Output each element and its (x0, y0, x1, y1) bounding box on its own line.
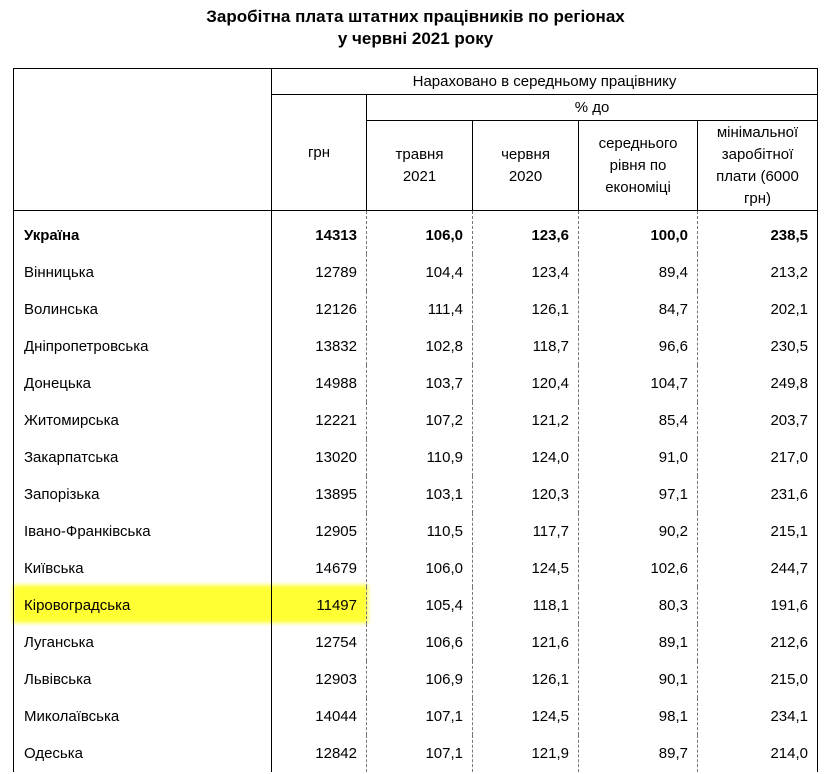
cell-may: 102,8 (367, 328, 473, 365)
cell-may: 110,9 (367, 439, 473, 476)
cell-uah: 12126 (272, 291, 367, 328)
cell-avg: 100,0 (579, 211, 698, 255)
cell-uah: 14679 (272, 550, 367, 587)
cell-min: 213,2 (698, 254, 818, 291)
cell-june: 117,7 (473, 513, 579, 550)
cell-may: 104,4 (367, 254, 473, 291)
cell-avg: 91,0 (579, 439, 698, 476)
header-min-label: мінімальної заробітної плати (6000 грн) (716, 123, 799, 207)
cell-may: 103,1 (367, 476, 473, 513)
cell-may: 107,2 (367, 402, 473, 439)
cell-min: 214,0 (698, 735, 818, 772)
cell-may: 110,5 (367, 513, 473, 550)
cell-region: Одеська (14, 735, 272, 772)
salary-table (13, 68, 818, 772)
cell-region: Запорізька (14, 476, 272, 513)
cell-region: Донецька (14, 365, 272, 402)
header-accrued: Нараховано в середньому працівнику (272, 69, 818, 95)
cell-june: 123,6 (473, 211, 579, 255)
header-avg (579, 121, 698, 211)
page-subtitle: у червні 2021 року (337, 29, 494, 48)
cell-may: 106,6 (367, 624, 473, 661)
header-june (473, 121, 579, 211)
cell-min: 217,0 (698, 439, 818, 476)
table-row (14, 365, 818, 402)
table-row (14, 550, 818, 587)
table-row (14, 439, 818, 476)
cell-may: 106,0 (367, 550, 473, 587)
cell-may: 107,1 (367, 698, 473, 735)
cell-uah: 13020 (272, 439, 367, 476)
cell-june: 118,1 (473, 587, 579, 624)
cell-june: 121,2 (473, 402, 579, 439)
cell-may: 111,4 (367, 291, 473, 328)
cell-june: 120,4 (473, 365, 579, 402)
cell-uah: 12754 (272, 624, 367, 661)
cell-region: Україна (14, 211, 272, 255)
cell-june: 126,1 (473, 661, 579, 698)
table-row (14, 698, 818, 735)
cell-min: 191,6 (698, 587, 818, 624)
header-may (367, 121, 473, 211)
cell-min: 230,5 (698, 328, 818, 365)
cell-uah: 14313 (272, 211, 367, 255)
cell-min: 238,5 (698, 211, 818, 255)
cell-avg: 96,6 (579, 328, 698, 365)
table-row (14, 587, 818, 624)
cell-uah: 12842 (272, 735, 367, 772)
table-row (14, 661, 818, 698)
header-june-label: червня 2020 (501, 145, 550, 185)
table-row (14, 402, 818, 439)
cell-uah: 12789 (272, 254, 367, 291)
cell-uah: 13832 (272, 328, 367, 365)
cell-uah: 12905 (272, 513, 367, 550)
cell-min: 212,6 (698, 624, 818, 661)
cell-region: Миколаївська (14, 698, 272, 735)
cell-avg: 85,4 (579, 402, 698, 439)
cell-june: 120,3 (473, 476, 579, 513)
header-pct: % до (367, 95, 818, 121)
cell-uah: 12903 (272, 661, 367, 698)
cell-avg: 84,7 (579, 291, 698, 328)
cell-region: Вінницька (14, 254, 272, 291)
cell-uah: 12221 (272, 402, 367, 439)
header-avg-label: середнього рівня по економіці (598, 134, 678, 196)
cell-avg: 89,4 (579, 254, 698, 291)
cell-min: 202,1 (698, 291, 818, 328)
cell-min: 234,1 (698, 698, 818, 735)
cell-june: 123,4 (473, 254, 579, 291)
cell-region: Кіровоградська (14, 587, 272, 624)
cell-may: 106,0 (367, 211, 473, 255)
header-region-cell (14, 69, 272, 211)
cell-avg: 104,7 (579, 365, 698, 402)
header-uah: грн (272, 95, 367, 211)
table-row (14, 291, 818, 328)
table-row (14, 211, 818, 255)
cell-uah: 14044 (272, 698, 367, 735)
table-row (14, 513, 818, 550)
cell-uah: 11497 (272, 587, 367, 624)
cell-avg: 97,1 (579, 476, 698, 513)
table-row (14, 328, 818, 365)
cell-june: 121,9 (473, 735, 579, 772)
page-title: Заробітна плата штатних працівників по регіонах (206, 7, 625, 26)
cell-region: Дніпропетровська (14, 328, 272, 365)
cell-may: 106,9 (367, 661, 473, 698)
cell-avg: 90,1 (579, 661, 698, 698)
cell-avg: 89,7 (579, 735, 698, 772)
table-row (14, 735, 818, 772)
cell-uah: 13895 (272, 476, 367, 513)
cell-june: 126,1 (473, 291, 579, 328)
cell-min: 231,6 (698, 476, 818, 513)
cell-avg: 102,6 (579, 550, 698, 587)
cell-region: Луганська (14, 624, 272, 661)
cell-min: 215,0 (698, 661, 818, 698)
cell-june: 118,7 (473, 328, 579, 365)
cell-june: 124,5 (473, 550, 579, 587)
cell-avg: 80,3 (579, 587, 698, 624)
cell-region: Житомирська (14, 402, 272, 439)
cell-region: Волинська (14, 291, 272, 328)
cell-may: 105,4 (367, 587, 473, 624)
table-row (14, 476, 818, 513)
cell-may: 107,1 (367, 735, 473, 772)
table-row (14, 624, 818, 661)
header-may-label: травня 2021 (395, 145, 444, 185)
table-row (14, 254, 818, 291)
cell-may: 103,7 (367, 365, 473, 402)
cell-june: 124,0 (473, 439, 579, 476)
cell-min: 249,8 (698, 365, 818, 402)
cell-min: 203,7 (698, 402, 818, 439)
cell-avg: 89,1 (579, 624, 698, 661)
cell-region: Івано-Франківська (14, 513, 272, 550)
cell-avg: 90,2 (579, 513, 698, 550)
cell-uah: 14988 (272, 365, 367, 402)
cell-region: Львівська (14, 661, 272, 698)
cell-min: 215,1 (698, 513, 818, 550)
cell-june: 121,6 (473, 624, 579, 661)
cell-region: Закарпатська (14, 439, 272, 476)
cell-min: 244,7 (698, 550, 818, 587)
header-min (698, 121, 818, 211)
cell-region: Київська (14, 550, 272, 587)
cell-june: 124,5 (473, 698, 579, 735)
cell-avg: 98,1 (579, 698, 698, 735)
